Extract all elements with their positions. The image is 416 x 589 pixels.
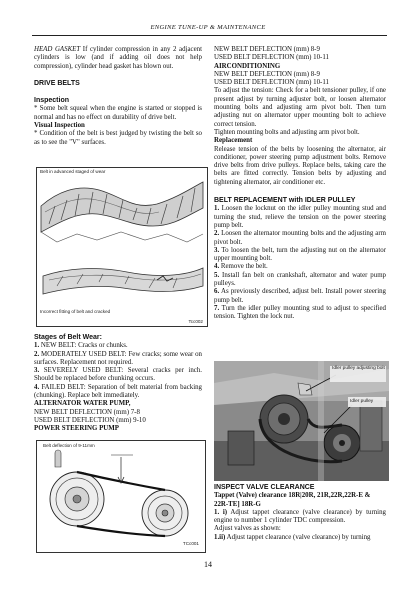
idler-step-number: 7. <box>214 304 220 312</box>
tappet-step-text: Adjust tappet clearance (valve clearance) by turning engine to number 1 cylinder TDC compression. <box>214 508 386 525</box>
engine-photo-illustration <box>214 361 389 481</box>
header-rule <box>32 35 387 36</box>
idler-step-number: 1. <box>214 205 220 213</box>
belt-deflection-figure-code: TCc001 <box>182 541 199 546</box>
head-gasket-text: If cylinder compression in any 2 adjacent cylinders is low (and if adding oil does not help compression), cylinder head gasket has blown out. <box>34 46 202 70</box>
stage-text: NEW BELT: Cracks or chunks. <box>39 342 128 350</box>
belt-wear-caption-bottom: Incorrect fitting of belt and cracked <box>40 309 111 314</box>
tappet-heading: Tappet (Valve) clearance 18R|20R, 21R,22R,22R-E & 22R-TE] 18R-G <box>214 492 371 508</box>
idler-pulley-bolt-label: Idler pulley adjusting bolt <box>332 366 385 371</box>
inspection-text: * Some belt squeal when the engine is started or stopped is normal and has no effect on durability of drive belt. <box>34 105 202 121</box>
belt-wear-figure-code: Tcc002 <box>188 319 203 324</box>
tappet-step-text: Adjust tappet clearance (valve clearance) by turning <box>225 533 371 541</box>
idler-pulley-photo <box>214 361 389 481</box>
stage-text: MODERATELY USED BELT: Few cracks; some wear on surfaces. Replacement not required. <box>34 350 202 366</box>
ac-used-deflection: USED BELT DEFLECTION (mm) 10-11 <box>214 79 329 87</box>
worn-belt-illustration <box>37 168 207 326</box>
stage-number: 1. <box>34 342 40 350</box>
belt-deflection-illustration <box>37 441 205 552</box>
stage-text: SEVERELY USED BELT: Several cracks per inch. Should be replaced before chunking occurs. <box>34 367 202 383</box>
idler-pulley-heading: BELT REPLACEMENT with IDLER PULLEY <box>214 197 356 205</box>
belt-deflection-caption: Belt deflection of 9-11mm <box>43 443 95 448</box>
power-steering-heading: POWER STEERING PUMP <box>34 425 119 433</box>
idler-step-text: Remove the belt. <box>219 263 268 271</box>
stage-number: 4. <box>34 383 40 391</box>
visual-inspection-heading: Visual Inspection <box>34 122 85 130</box>
idler-step-text: Turn the idler pulley mounting stud to adjust to specified tension. Tighten the lock nut. <box>214 304 386 321</box>
tighten-text: Tighten mounting bolts and adjusting arm pivot bolt. <box>214 128 360 136</box>
replacement-heading: Replacement <box>214 137 253 145</box>
idler-step <box>214 230 386 247</box>
stage-item <box>34 384 202 401</box>
idler-step-number: 3. <box>214 246 220 254</box>
valve-clearance-heading: INSPECT VALVE CLEARANCE <box>214 484 315 491</box>
idler-step <box>214 263 386 271</box>
idler-step <box>214 247 386 264</box>
belt-wear-figure <box>36 167 208 327</box>
head-gasket-lead: HEAD GASKET <box>34 46 81 53</box>
replacement-text: Release tension of the belts by loosening the alternator, air conditioner, power steering pump adjustment bolts. Remove drive belts from drive pulleys. Replace belts, taking care the belts are fitted correctly. Tension belts by adjusting and tightening alternator, air conditioner etc. <box>214 145 386 186</box>
stage-number: 2. <box>34 350 40 358</box>
idler-step-text: Loosen the alternator mounting bolts and the adjusting arm pivot bolt. <box>214 230 386 246</box>
ps-new-deflection: NEW BELT DEFLECTION (mm) 8-9 <box>214 46 320 53</box>
ac-new-deflection: NEW BELT DEFLECTION (mm) 8-9 <box>214 70 320 78</box>
drive-belts-heading: DRIVE BELTS <box>34 79 80 87</box>
aircon-heading: AIRCONDITIONING <box>214 62 281 70</box>
stage-item <box>34 367 202 384</box>
tappet-step-number: 1.ii) <box>214 533 226 541</box>
idler-step-number: 6. <box>214 288 220 296</box>
idler-step-text: Loosen the locknut on the idler pulley mounting stud and turning the stud, relieve the tension on the power steering pump belt. <box>214 205 386 229</box>
idler-step-text: Install fan belt on crankshaft, alternator and water pump pulleys. <box>214 271 386 288</box>
stage-text: FAILED BELT: Separation of belt material from backing (chunking). Replace belt immediately. <box>34 383 202 400</box>
stage-item <box>34 342 202 350</box>
adjust-valves-text: Adjust valves as shown: <box>214 525 281 533</box>
tappet-step-number: 1. i) <box>214 508 228 516</box>
idler-step-number: 4. <box>214 263 220 271</box>
idler-step-text: To loosen the belt, turn the adjusting nut on the alternator upper mounting bolt. <box>214 246 386 263</box>
right-column-bottom <box>214 484 386 542</box>
tappet-step <box>214 509 386 526</box>
ps-used-deflection: USED BELT DEFLECTION (mm) 10-11 <box>214 54 329 62</box>
idler-step <box>214 205 386 230</box>
belt-wear-caption-top: Belt in advanced staged of wear <box>40 169 106 174</box>
stage-number: 3. <box>34 367 40 375</box>
idler-step <box>214 288 386 305</box>
page-number: 14 <box>204 560 212 569</box>
left-column-top <box>34 46 202 147</box>
idler-step-number: 2. <box>214 230 220 238</box>
belt-deflection-figure <box>36 440 206 553</box>
head-gasket-paragraph <box>34 46 202 71</box>
adjust-tension-text: To adjust the tension: Check for a belt tensioner pulley, if one present adjust by turning adjuster bolt, or loosen alternator mounting bolts and adjusting arm pivot bolt. Then turn adjusting nut on alternator upper mounting bolt to achieve correct tension. <box>214 87 386 128</box>
running-header: ENGINE TUNE-UP & MAINTENANCE <box>150 24 266 31</box>
left-column-middle <box>34 334 202 434</box>
stage-item <box>34 351 202 368</box>
alternator-used-deflection: USED BELT DEFLECTION (mm) 9-10 <box>34 416 146 424</box>
idler-step <box>214 305 386 322</box>
right-column-top <box>214 46 386 322</box>
visual-inspection-text: * Condition of the belt is best judged by twisting the belt so as to see the "V" surfaces. <box>34 130 202 146</box>
inspection-heading: Inspection <box>34 97 70 105</box>
alternator-heading: ALTERNATOR WATER PUMP, <box>34 400 131 408</box>
idler-step-text: As previously described, adjust belt. Install power steering pump belt. <box>214 288 386 304</box>
idler-step-number: 5. <box>214 271 220 279</box>
idler-step <box>214 272 386 289</box>
stages-heading: Stages of Belt Wear: <box>34 334 102 341</box>
alternator-new-deflection: NEW BELT DEFLECTION (mm) 7-8 <box>34 408 140 416</box>
tappet-step <box>214 534 386 542</box>
idler-pulley-label: Idler pulley <box>350 399 374 404</box>
